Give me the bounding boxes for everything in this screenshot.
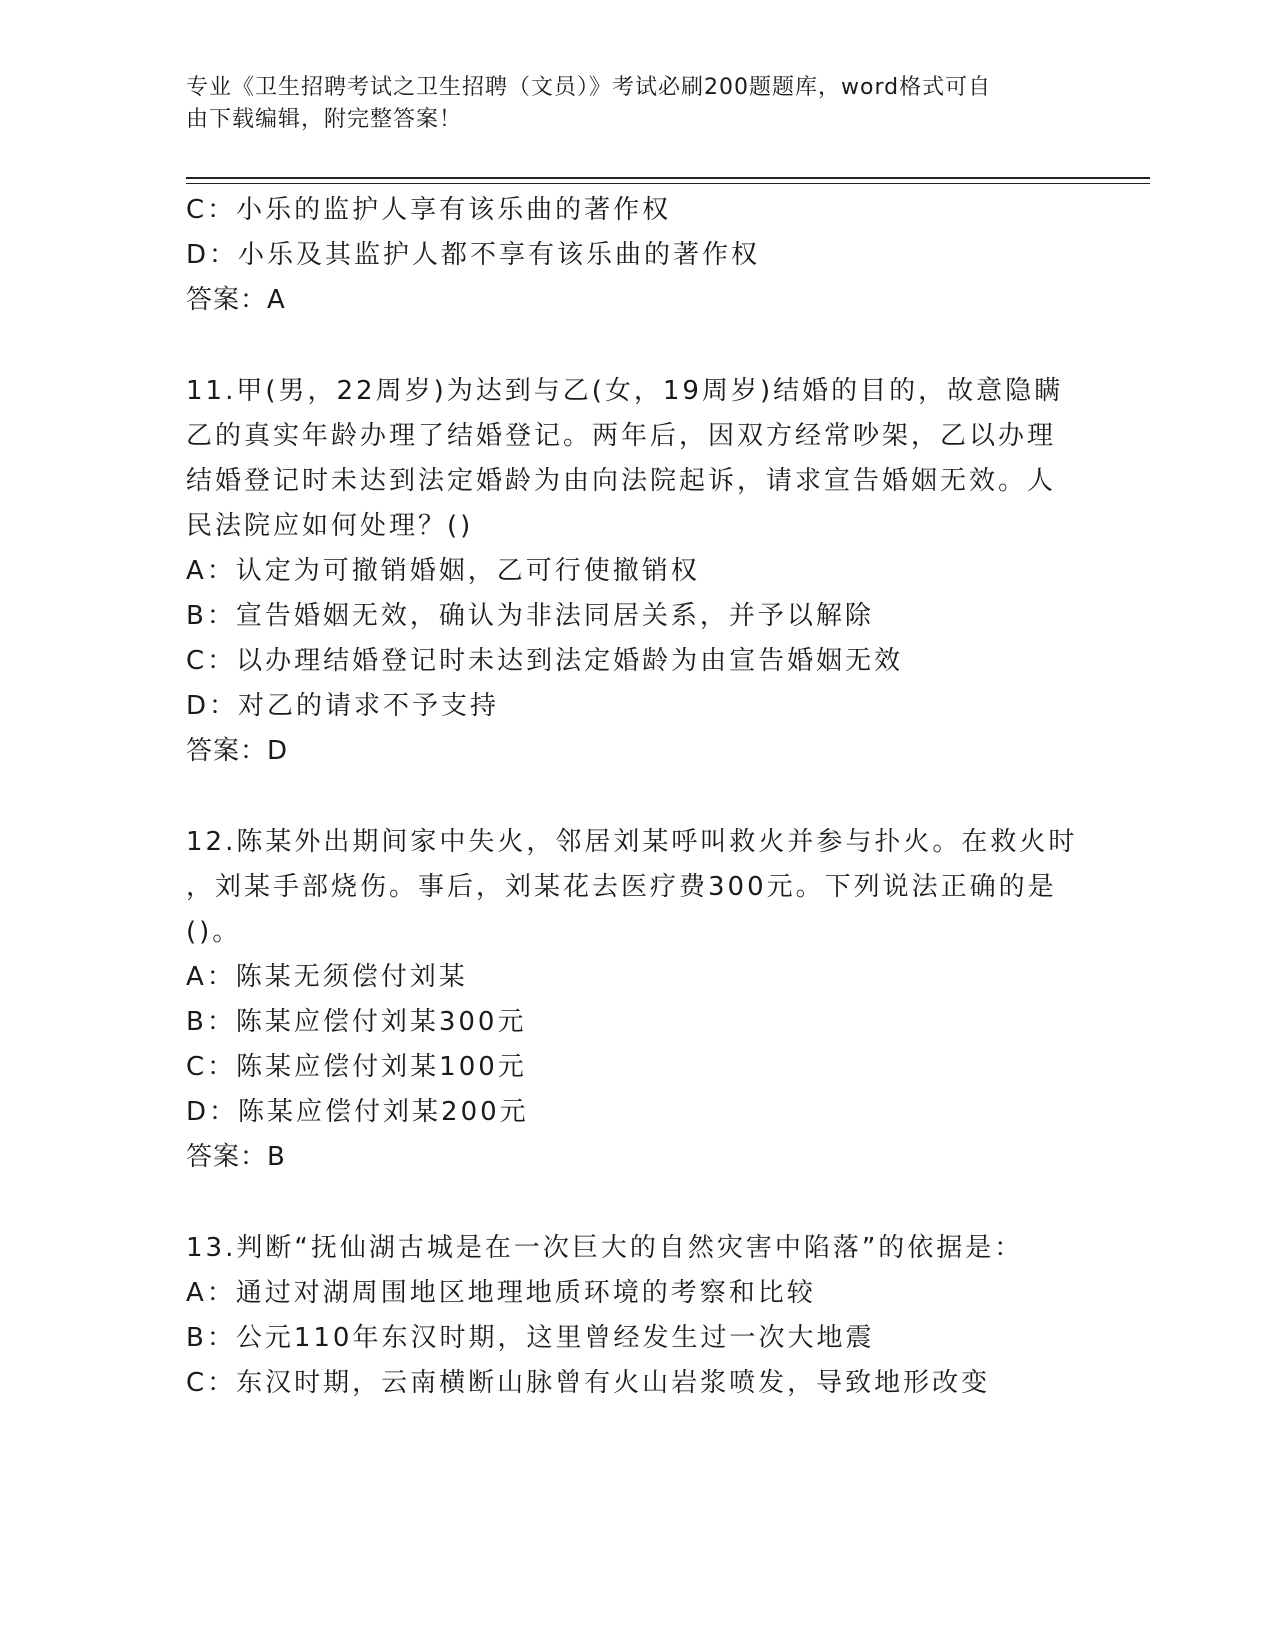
option-b: B：宣告婚姻无效，确认为非法同居关系，并予以解除 (186, 601, 874, 631)
option-c: C：陈某应偿付刘某100元 (186, 1052, 527, 1082)
option-b: B：公元110年东汉时期，这里曾经发生过一次大地震 (186, 1323, 875, 1353)
answer: 答案：B (186, 1142, 286, 1172)
answer: 答案：A (186, 285, 286, 315)
option-a: A：陈某无须偿付刘某 (186, 962, 468, 992)
question-text-line: 乙的真实年龄办理了结婚登记。两年后，因双方经常吵架，乙以办理 (186, 421, 1057, 451)
spacer (186, 774, 1086, 820)
document-header (186, 72, 1066, 136)
question-text (186, 369, 1086, 549)
option-a: A：通过对湖周围地区地理地质环境的考察和比较 (186, 1278, 816, 1308)
option-d: D：对乙的请求不予支持 (186, 691, 500, 721)
question-13 (186, 1226, 1086, 1406)
question-text-line: 民法院应如何处理？() (186, 511, 474, 541)
question-12 (186, 820, 1086, 1180)
spacer (186, 1180, 1086, 1226)
option-a: A：认定为可撤销婚姻，乙可行使撤销权 (186, 556, 700, 586)
question-text-line: 11.甲(男，22周岁)为达到与乙(女，19周岁)结婚的目的，故意隐瞒 (186, 376, 1064, 406)
document-body (186, 188, 1086, 1406)
question-text (186, 1226, 1086, 1271)
question-text-line: 12.陈某外出期间家中失火，邻居刘某呼叫救火并参与扑火。在救火时 (186, 827, 1078, 857)
spacer (186, 323, 1086, 369)
option-d: D：小乐及其监护人都不享有该乐曲的著作权 (186, 240, 761, 270)
header-line-2: 由下载编辑，附完整答案！ (186, 107, 463, 132)
question-text-line: ，刘某手部烧伤。事后，刘某花去医疗费300元。下列说法正确的是 (186, 872, 1057, 902)
question-text-line: ()。 (186, 917, 242, 947)
header-rule-thick (186, 177, 1150, 179)
option-d: D：陈某应偿付刘某200元 (186, 1097, 529, 1127)
option-c: C：东汉时期，云南横断山脉曾有火山岩浆喷发，导致地形改变 (186, 1368, 991, 1398)
option-c: C：小乐的监护人享有该乐曲的著作权 (186, 195, 672, 225)
option-c: C：以办理结婚登记时未达到法定婚龄为由宣告婚姻无效 (186, 646, 904, 676)
answer: 答案：D (186, 736, 289, 766)
header-line-1: 专业《卫生招聘考试之卫生招聘（文员）》考试必刷200题题库，word格式可自 (186, 75, 992, 100)
question-text-line: 结婚登记时未达到法定婚龄为由向法院起诉，请求宣告婚姻无效。人 (186, 466, 1057, 496)
question-10 (186, 188, 1086, 323)
question-11 (186, 369, 1086, 774)
question-text-line: 13.判断“抚仙湖古城是在一次巨大的自然灾害中陷落”的依据是： (186, 1233, 1024, 1263)
question-text (186, 820, 1086, 955)
header-rule-thin (186, 183, 1150, 184)
option-b: B：陈某应偿付刘某300元 (186, 1007, 527, 1037)
